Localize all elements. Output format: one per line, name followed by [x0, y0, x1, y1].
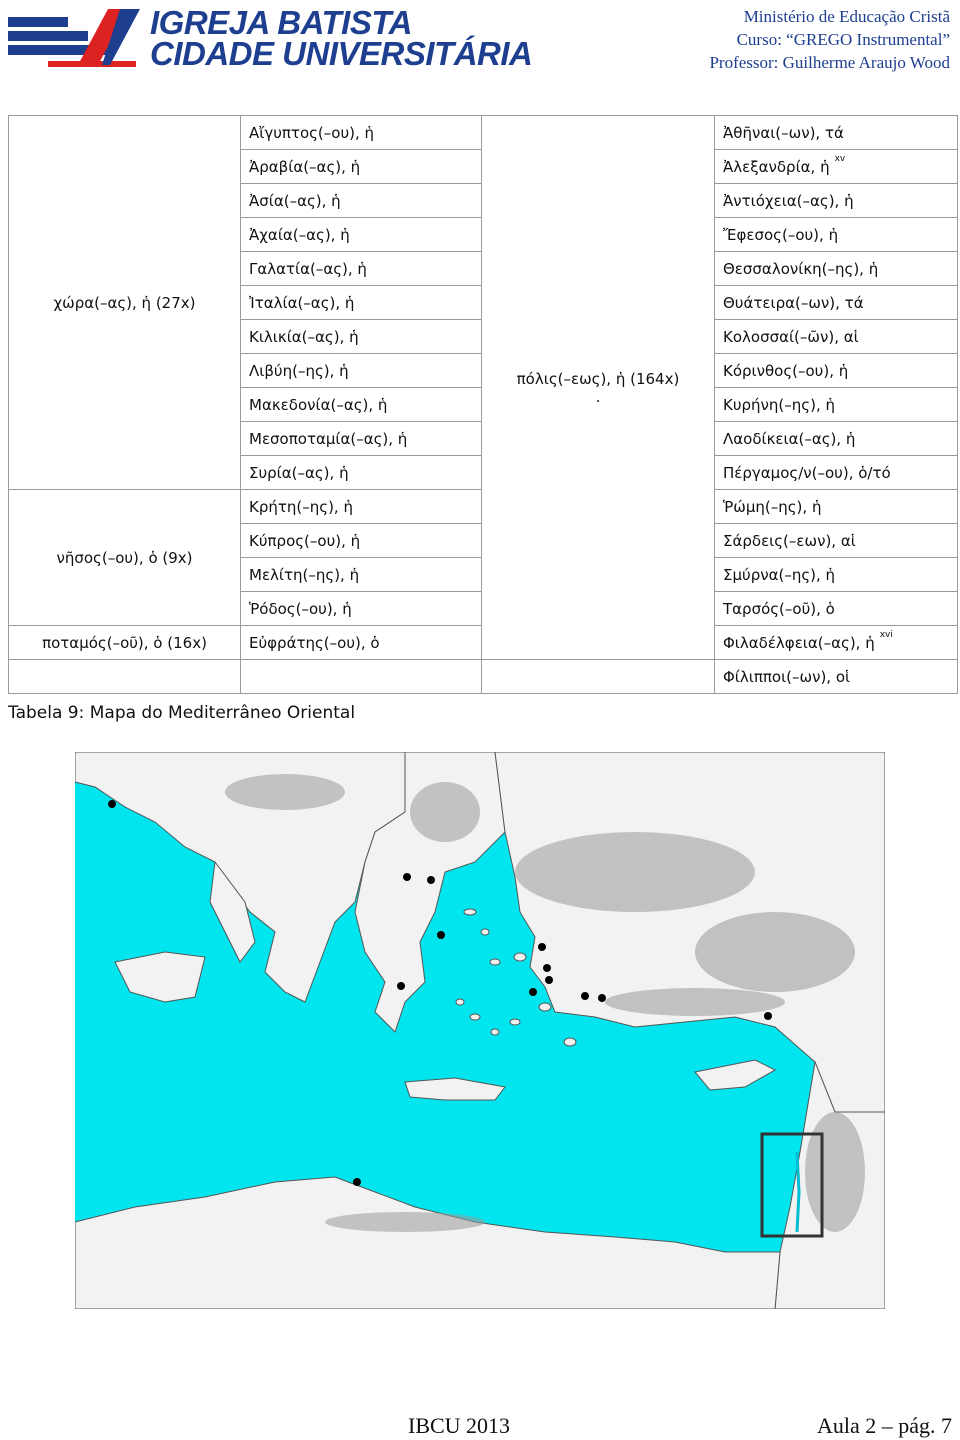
city-marker: [529, 988, 537, 996]
city-cell: Λαοδίκεια(–ας), ἡ: [715, 422, 958, 456]
polis-label: πόλις(–εως), ἡ (164x): [516, 369, 680, 388]
city-marker: [403, 873, 411, 881]
church-name-line2: CIDADE UNIVERSITÁRIA: [150, 35, 533, 72]
city-cell: Πέργαμος/ν(–ου), ὁ/τό: [715, 456, 958, 490]
city-marker: [353, 1178, 361, 1186]
footer-page: Aula 2 – pág. 7: [816, 1413, 952, 1438]
footnote-marker: xv: [834, 153, 846, 164]
city-marker: [108, 800, 116, 808]
city-cell: Σμύρνα(–ης), ἡ: [715, 558, 958, 592]
island-cell: Κύπρος(–ου), ἡ: [241, 524, 482, 558]
island-cell: Μελίτη(–ης), ἡ: [241, 558, 482, 592]
table-caption: Tabela 9: Mapa do Mediterrâneo Oriental: [8, 703, 356, 723]
church-name-line1: IGREJA BATISTA: [150, 4, 412, 41]
region-cell: Ἀραβία(–ας), ἡ: [241, 150, 482, 184]
eastern-mediterranean-map: [75, 752, 885, 1309]
footnote-marker: xvi: [879, 629, 893, 640]
island-cell: Ῥόδος(–ου), ἡ: [241, 592, 482, 626]
region-cell: Αἴγυπτος(–ου), ἡ: [241, 116, 482, 150]
city-marker: [437, 931, 445, 939]
city-marker: [545, 976, 553, 984]
region-cell: Κιλικία(–ας), ἡ: [241, 320, 482, 354]
empty-cell: [9, 660, 241, 694]
region-cell: Λιβύη(–ης), ἡ: [241, 354, 482, 388]
category-polis: [482, 116, 715, 660]
city-marker: [764, 1012, 772, 1020]
region-cell: Μακεδονία(–ας), ἡ: [241, 388, 482, 422]
city-cell: Θυάτειρα(–ων), τά: [715, 286, 958, 320]
category-chora: χώρα(–ας), ἡ (27x): [9, 116, 241, 490]
region-cell: Ἀχαία(–ας), ἡ: [241, 218, 482, 252]
category-nesos: νῆσος(–ου), ὁ (9x): [9, 490, 241, 626]
city-marker: [543, 964, 551, 972]
table-row: [9, 660, 958, 694]
region-cell: Μεσοποταμία(–ας), ἡ: [241, 422, 482, 456]
island-cell: Κρήτη(–ης), ἡ: [241, 490, 482, 524]
empty-cell: [241, 660, 482, 694]
city-cell: Ἀλεξανδρία, ἡ $^{xv}$: [715, 150, 958, 184]
city-marker: [538, 943, 546, 951]
city-marker: [581, 992, 589, 1000]
city-cell: Φιλαδέλφεια(–ας), ἡ $^{xvi}$: [715, 626, 958, 660]
city-cell: Ἔφεσος(–ου), ἡ: [715, 218, 958, 252]
city-cell: Φίλιπποι(–ων), οἱ: [715, 660, 958, 694]
region-cell: Ἀσία(–ας), ἡ: [241, 184, 482, 218]
region-cell: Γαλατία(–ας), ἡ: [241, 252, 482, 286]
city-cell: Κολοσσαί(–ῶν), αἱ: [715, 320, 958, 354]
city-cell: Κυρήνη(–ης), ἡ: [715, 388, 958, 422]
footer-left: IBCU 2013: [408, 1413, 511, 1438]
place-names-table: [8, 115, 958, 694]
city-cell: Ῥώμη(–ης), ἡ: [715, 490, 958, 524]
professor-label: Professor: Guilherme Araujo Wood: [709, 53, 950, 72]
region-cell: Ἰταλία(–ας), ἡ: [241, 286, 482, 320]
logo-emblem-icon: [8, 9, 140, 67]
city-cell: Θεσσαλονίκη(–ης), ἡ: [715, 252, 958, 286]
city-cell: Σάρδεις(–εων), αἱ: [715, 524, 958, 558]
course-label: Curso: “GREGO Instrumental”: [736, 30, 950, 49]
city-marker: [427, 876, 435, 884]
river-cell: Εὐφράτης(–ου), ὁ: [241, 626, 482, 660]
city-cell: Κόρινθος(–ου), ἡ: [715, 354, 958, 388]
category-potamos: ποταμός(–οῦ), ὁ (16x): [9, 626, 241, 660]
city-cell: Ἀντιόχεια(–ας), ἡ: [715, 184, 958, 218]
city-marker: [598, 994, 606, 1002]
table-row: [9, 116, 958, 150]
empty-cell: [482, 660, 715, 694]
city-marker: [397, 982, 405, 990]
city-cell: Ταρσός(–οῦ), ὁ: [715, 592, 958, 626]
city-cell: Ἀθῆναι(–ων), τά: [715, 116, 958, 150]
polis-mark: .: [595, 387, 601, 406]
region-cell: Συρία(–ας), ἡ: [241, 456, 482, 490]
ministry-label: Ministério de Educação Cristã: [743, 7, 950, 26]
